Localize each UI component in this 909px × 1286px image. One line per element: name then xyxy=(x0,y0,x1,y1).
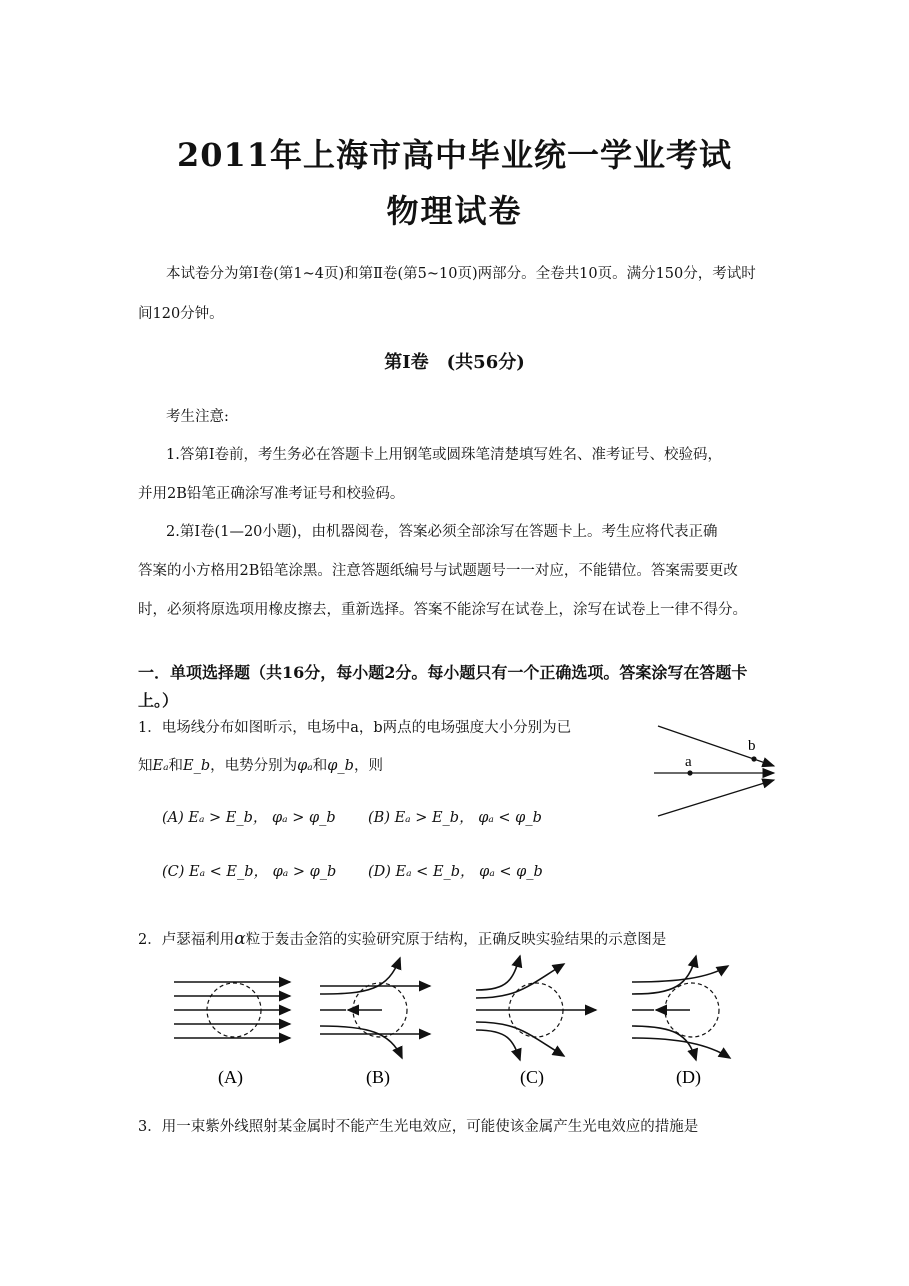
q1-text-and-2: 和 xyxy=(312,758,328,774)
q1-text-suffix: ，则 xyxy=(353,758,383,774)
point-b-label: b xyxy=(748,738,756,754)
symbol-phib: φ_b xyxy=(327,758,354,774)
part1-heading: 第Ⅰ卷 (共56分) xyxy=(384,352,525,373)
notice2-line-3: 时，必须将原选项用橡皮擦去，重新选择。答案不能涂写在试卷上，涂写在试卷上一律不得分。 xyxy=(138,602,747,618)
figure-label-c: (C) xyxy=(520,1067,544,1087)
symbol-Ea: Eₐ xyxy=(152,758,169,774)
figure-b-diagram xyxy=(320,958,430,1058)
point-b-marker xyxy=(751,756,756,761)
section1-heading-line-1: 一．单项选择题（共16分，每小题2分。每小题只有一个正确选项。答案涂写在答题卡 xyxy=(138,663,748,682)
q1-line-2 xyxy=(138,754,383,775)
q1-text-potential: ，电势分别为 xyxy=(210,758,298,774)
point-a-label: a xyxy=(685,754,692,770)
figure-label-a: (A) xyxy=(218,1067,243,1087)
notice-title: 考生注意: xyxy=(166,409,229,425)
point-a-marker xyxy=(687,770,692,775)
q1-text-and-1: 和 xyxy=(168,758,184,774)
intro-line-1: 本试卷分为第Ⅰ卷(第1~4页)和第Ⅱ卷(第5~10页)两部分。全卷共10页。满分150分，考试时 xyxy=(166,266,756,282)
electric-field-lines-figure xyxy=(650,720,780,830)
q3-line-1: 3．用一束紫外线照射某金属时不能产生光电效应，可能使该金属产生光电效应的措施是 xyxy=(138,1119,699,1135)
symbol-Eb: E_b xyxy=(183,758,211,774)
notice2-line-1: 2.第Ⅰ卷(1—20小题)，由机器阅卷，答案必须全部涂写在答题卡上。考生应将代表正确 xyxy=(166,524,718,540)
symbol-alpha: α xyxy=(234,929,246,949)
rutherford-scattering-figures xyxy=(168,950,758,1095)
section1-heading-line-2: 上。） xyxy=(138,691,179,710)
q1-option-c: (C) Eₐ < E_b， φₐ > φ_b xyxy=(162,864,337,880)
field-line-top xyxy=(658,726,774,766)
notice1-line-2: 并用2B铅笔正确涂写准考证号和校验码。 xyxy=(138,486,405,502)
figure-a-diagram xyxy=(174,982,290,1038)
intro-line-2: 间120分钟。 xyxy=(138,306,224,322)
exam-title: 2011年上海市高中毕业统一学业考试 xyxy=(176,136,733,174)
exam-subtitle: 物理试卷 xyxy=(386,192,523,230)
q1-text-prefix: 知 xyxy=(138,758,153,774)
figure-d-diagram xyxy=(632,956,730,1060)
field-line-bottom xyxy=(658,780,774,816)
notice2-line-2: 答案的小方格用2B铅笔涂黑。注意答题纸编号与试题题号一一对应，不能错位。答案需要更改 xyxy=(138,563,738,579)
q1-option-a: (A) Eₐ > E_b， φₐ > φ_b xyxy=(162,810,336,826)
q2-line-1 xyxy=(138,928,666,949)
notice1-line-1: 1.答第Ⅰ卷前，考生务必在答题卡上用钢笔或圆珠笔清楚填写姓名、准考证号、校验码， xyxy=(166,447,723,463)
q1-line-1: 1．电场线分布如图昕示，电场中a，b两点的电场强度大小分别为已 xyxy=(138,720,572,736)
q2-text-prefix: 2．卢瑟福利用 xyxy=(138,932,235,948)
q1-option-b: (B) Eₐ > E_b， φₐ < φ_b xyxy=(368,810,542,826)
figure-c-diagram xyxy=(476,956,596,1060)
symbol-phia: φₐ xyxy=(297,758,313,774)
q2-text-suffix: 粒于轰击金箔的实验研究原于结构，正确反映实验结果的示意图是 xyxy=(245,932,667,948)
figure-label-b: (B) xyxy=(366,1067,390,1087)
figure-label-d: (D) xyxy=(676,1067,701,1087)
q1-option-d: (D) Eₐ < E_b， φₐ < φ_b xyxy=(368,864,543,880)
